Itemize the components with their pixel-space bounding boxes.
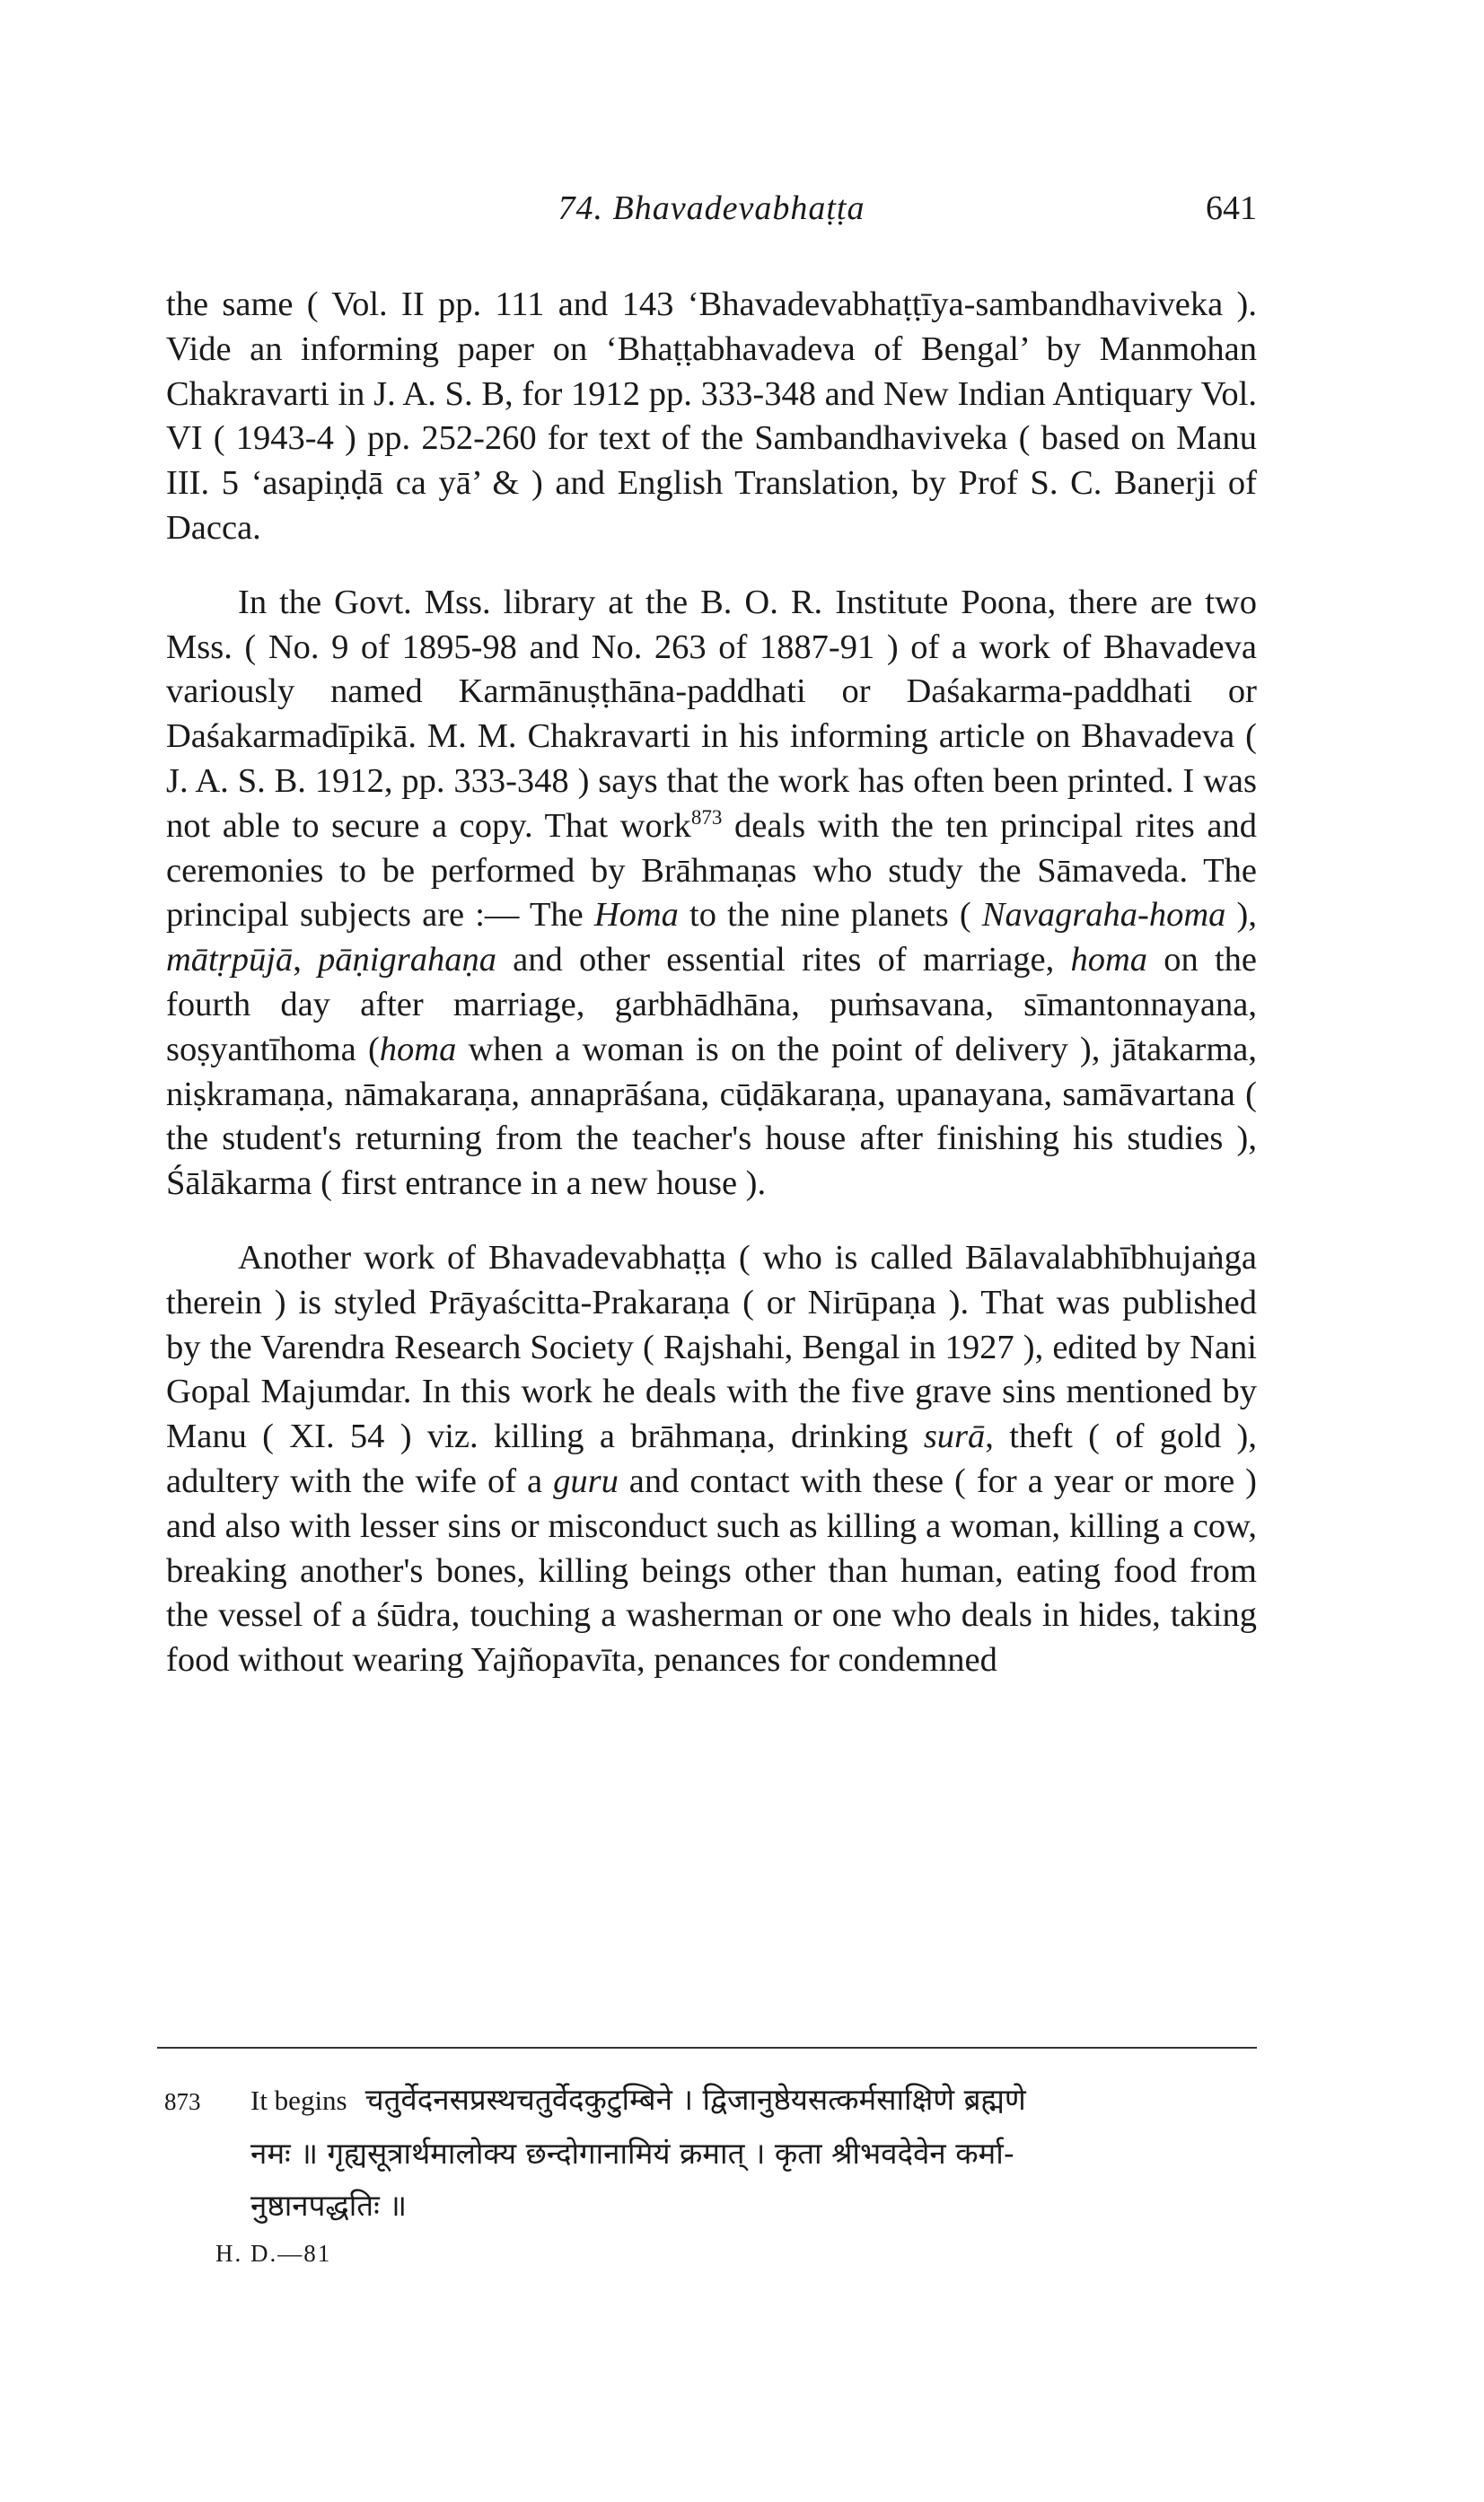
footnote-sanskrit-2: नमः ॥ गृह्यसूत्रार्थमालोक्य छन्दोगानामियं क्रमात् । कृता श्रीभवदेवेन कर्मा- [250,2136,1014,2171]
body-text [166,283,1257,1683]
header-title: 74. Bhavadevabhaṭṭa [558,189,865,227]
footnote [164,2074,1257,2232]
paragraph-3: Another work of Bhavadevabhaṭṭa ( who is called Bālavalabhībhujaṅga therein ) is styled Prāyaścitta-Prakaraṇa ( or Nirūpaṇa ). That was published by the Varendra Research Society ( Rajshahi, Bengal in 1927 ), edited by Nani Gopal Majumdar. In this work he deals with the five grave sins mentioned by Manu ( XI. 54 ) viz. killing a brāhmaṇa, drinking surā, theft ( of gold ), adultery with the wife of a guru and contact with these ( for a year or more ) and also with lesser sins or misconduct such as killing a woman, killing a cow, breaking another's bones, killing beings other than human, eating food from the vessel of a śūdra, touching a washerman or one who deals in hides, taking food without wearing Yajñopavīta, penances for condemned [166,1238,1257,1680]
paragraph-2: In the Govt. Mss. library at the B. O. R. Institute Poona, there are two Mss. ( No. 9 of 1895-98 and No. 263 of 1887-91 ) of a work of Bhavadeva variously named Karmānuṣṭhāna-paddhati or Daśakarma-paddhati or Daśakarmadīpikā. M. M. Chakravarti in his informing article on Bhavadeva ( J. A. S. B. 1912, pp. 333-348 ) says that the work has often been printed. I was not able to secure a copy. That work$^{873}$ deals with the ten principal rites and ceremonies to be performed by Brāhmaṇas who study the Sāmaveda. The principal subjects are :— The Homa to the nine planets ( Navagraha-homa ), mātṛpūjā, pāṇigrahaṇa and other essential rites of marriage, homa on the fourth day after marriage, garbhādhāna, puṁsavana, sīmantonnayana, soṣyantīhoma (homa when a woman is on the point of delivery ), jātakarma, niṣkramaṇa, nāmakaraṇa, annaprāśana, cūḍākaraṇa, upanayana, samāvartana ( the student's returning from the teacher's house after finishing his studies ), Śālākarma ( first entrance in a new house ). [166,583,1258,1203]
footnote-reference[interactable]: 873 [690,804,723,829]
footnote-line-1 [164,2074,1257,2128]
footnote-line-2 [164,2128,1257,2180]
footnote-number: 873 [164,2088,201,2115]
footnote-lead: It begins [250,2085,347,2116]
footnote-sanskrit-1: चतुर्वेदनसप्रस्थचतुर्वेदकुटुम्बिने । द्विजानुष्ठेयसत्कर्मसाक्षिणे ब्रह्मणे [364,2082,1026,2117]
signature-mark: H. D.—81 [215,2240,332,2267]
footnote-rule [157,2047,1257,2049]
footnote-line-3 [164,2180,1257,2232]
paragraph-1: the same ( Vol. II pp. 111 and 143 ‘Bhavadevabhaṭṭīya-sambandhaviveka ). Vide an informing paper on ‘Bhaṭṭabhavadeva of Bengal’ by Manmohan Chakravarti in J. A. S. B, for 1912 pp. 333-348 and New Indian Antiquary Vol. VI ( 1943-4 ) pp. 252-260 for text of the Sambandhaviveka ( based on Manu III. 5 ‘asapiṇḍā ca yā’ & ) and English Translation, by Prof S. C. Banerji of Dacca. [166,285,1257,547]
running-header [166,189,1257,242]
footnote-sanskrit-3: नुष्ठानपद्धतिः ॥ [250,2188,408,2223]
page-number: 641 [1206,189,1257,227]
